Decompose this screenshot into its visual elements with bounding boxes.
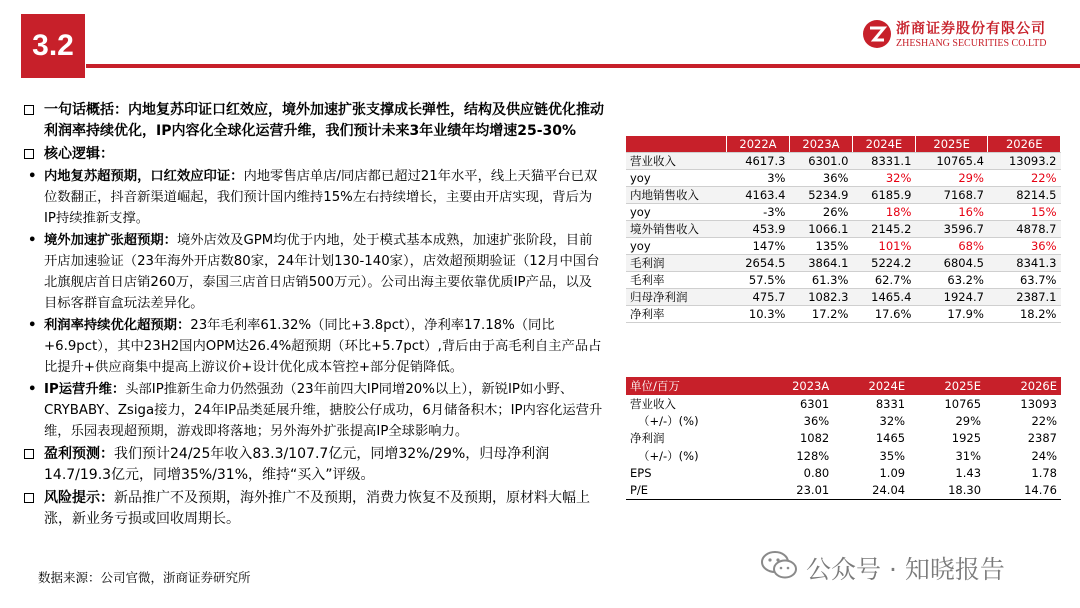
- table-cell: 17.9%: [915, 306, 988, 323]
- point-text: 23年毛利率61.32%（同比+3.8pct），净利率17.18%（同比+6.9pct），其中23H2国内OPM达26.4%超预期（环比+5.7pct）,背后由于高毛利自主产品占比提升+供应商集中提高上游议价+设计优化成本管控+部分促销降低。: [44, 318, 602, 375]
- table-cell: 1925: [951, 431, 982, 446]
- table-cell: 8331: [875, 396, 906, 411]
- row-label: （+/-）(%): [638, 448, 699, 463]
- table-cell: 2145.2: [852, 221, 915, 238]
- table-cell: 18.30: [909, 482, 985, 499]
- table-cell: 8341.3: [988, 255, 1061, 272]
- section-number-badge: 3.2: [21, 14, 85, 78]
- logic-point: [22, 166, 604, 229]
- analysis-text: [22, 100, 604, 530]
- table-header-cell: 2022A: [727, 136, 790, 153]
- table-cell: 13093: [1020, 396, 1057, 411]
- table-cell: 15%: [988, 204, 1061, 221]
- table-cell: 35%: [879, 448, 906, 463]
- table-cell: 8214.5: [988, 187, 1061, 204]
- table-cell: 147%: [727, 238, 790, 255]
- table-cell: 453.9: [727, 221, 790, 238]
- table-header-cell: [626, 136, 727, 153]
- forecast-bullet: [22, 444, 604, 486]
- table-cell: 32%: [879, 414, 906, 429]
- table-cell: 22%: [988, 170, 1061, 187]
- logic-point: [22, 315, 604, 378]
- table-header-cell: 2026E: [985, 377, 1061, 395]
- wechat-icon: [760, 550, 798, 580]
- table-cell: 16%: [915, 204, 988, 221]
- table-cell: 29%: [955, 414, 982, 429]
- row-label: 营业收入: [626, 153, 727, 170]
- row-label: 毛利率: [626, 272, 727, 289]
- forecast-label: 盈利预测：: [44, 446, 114, 462]
- table-cell: 62.7%: [852, 272, 915, 289]
- table-cell: 135%: [789, 238, 852, 255]
- point-text: 头部IP推新生命力仍然强劲（23年前四大IP同增20%以上），新锐IP如小野、CRYBABY、Zsiga接力，24年IP品类延展升维，搪胶公仔成功，6月储备积木；IP内容化运营升维，乐园表现超预期，游戏即将落地；另外海外扩张提高IP全球影响力。: [44, 382, 603, 439]
- table-row: [626, 170, 1061, 187]
- table-cell: 57.5%: [727, 272, 790, 289]
- table-row: [626, 238, 1061, 255]
- table-header-row: [626, 377, 1061, 395]
- table-header-cell: 单位/百万: [626, 377, 756, 395]
- table-cell: 3%: [727, 170, 790, 187]
- point-head: 利润率持续优化超预期：: [44, 318, 191, 333]
- company-name-cn: 浙商证券股份有限公司: [896, 21, 1046, 37]
- table-cell: 2654.5: [727, 255, 790, 272]
- table-row: [626, 204, 1061, 221]
- logic-point: [22, 230, 604, 314]
- table-cell: 18%: [852, 204, 915, 221]
- logic-label: 核心逻辑：: [44, 146, 114, 162]
- summary-bullet: [22, 100, 604, 142]
- point-text: 内地零售店单店/同店都已超过21年水平，线上天猫平台已双位数翻正，抖音新渠道崛起，我们预计国内维持15%左右持续增长，主要由开店实现，背后为IP持续推新支撑。: [44, 169, 598, 226]
- dot-bullet-icon: •: [28, 169, 37, 184]
- wechat-watermark: [760, 546, 1060, 586]
- row-label: 内地销售收入: [626, 187, 727, 204]
- square-bullet-icon: [24, 449, 34, 459]
- table-header-cell: 2023A: [789, 136, 852, 153]
- table-cell: 475.7: [727, 289, 790, 306]
- table-cell: 101%: [852, 238, 915, 255]
- risk-text: 新品推广不及预期，海外推广不及预期，消费力恢复不及预期，原材料大幅上涨，新业务亏损或回收周期长。: [44, 490, 590, 527]
- table-header-cell: 2025E: [909, 377, 985, 395]
- table-cell: 5234.9: [789, 187, 852, 204]
- row-label: 毛利润: [626, 255, 727, 272]
- row-label: yoy: [626, 170, 727, 187]
- revenue-forecast-table: [626, 136, 1061, 323]
- logic-point: [22, 379, 604, 442]
- table-cell: 128%: [796, 448, 830, 463]
- risk-bullet: [22, 488, 604, 530]
- table-cell: 36%: [789, 170, 852, 187]
- table-cell: 18.2%: [988, 306, 1061, 323]
- risk-label: 风险提示：: [44, 490, 114, 506]
- table-cell: 1.43: [955, 466, 982, 481]
- table-row: [626, 412, 1061, 429]
- table-cell: 61.3%: [789, 272, 852, 289]
- forecast-text: 我们预计24/25年收入83.3/107.7亿元，同增32%/29%，归母净利润14.7/19.3亿元，同增35%/31%，维持“买入”评级。: [44, 446, 550, 483]
- table-cell: 36%: [803, 414, 830, 429]
- table-cell: 2387: [1027, 431, 1057, 446]
- row-label: yoy: [626, 238, 727, 255]
- table-cell: 63.7%: [988, 272, 1061, 289]
- company-logo: [862, 16, 1058, 56]
- table-header-cell: 2024E: [833, 377, 909, 395]
- table-row: [626, 221, 1061, 238]
- table-header-cell: 2023A: [756, 377, 833, 395]
- dot-bullet-icon: •: [28, 382, 37, 397]
- table-row: [626, 465, 1061, 482]
- row-label: 归母净利润: [626, 289, 727, 306]
- table-header-cell: 2025E: [915, 136, 988, 153]
- table-cell: 24.04: [833, 482, 909, 499]
- table-cell: 10765: [944, 396, 982, 411]
- table-row: [626, 306, 1061, 323]
- table-cell: 6185.9: [852, 187, 915, 204]
- watermark-text: 公众号 · 知晓报告: [806, 555, 1005, 584]
- row-label: P/E: [626, 482, 756, 499]
- square-bullet-icon: [24, 105, 34, 115]
- summary-label: 一句话概括：: [44, 102, 128, 118]
- table-cell: 5224.2: [852, 255, 915, 272]
- point-head: IP运营升维：: [44, 382, 126, 397]
- company-name-en: ZHESHANG SECURITIES CO.LTD: [896, 38, 1047, 49]
- table-cell: 10765.4: [915, 153, 988, 170]
- table-cell: 24%: [1031, 448, 1057, 463]
- square-bullet-icon: [24, 493, 34, 503]
- table-cell: 17.6%: [852, 306, 915, 323]
- point-head: 内地复苏超预期，口红效应印证：: [44, 169, 244, 184]
- table-row: [626, 482, 1061, 499]
- table-row: [626, 255, 1061, 272]
- point-head: 境外加速扩张超预期：: [44, 233, 177, 248]
- table-cell: 4617.3: [727, 153, 790, 170]
- square-bullet-icon: [24, 149, 34, 159]
- row-label: 净利率: [626, 306, 727, 323]
- table-header-cell: 2024E: [852, 136, 915, 153]
- table-cell: 17.2%: [789, 306, 852, 323]
- table-cell: 3596.7: [915, 221, 988, 238]
- table-row: [626, 187, 1061, 204]
- row-label: （+/-）(%): [638, 414, 699, 429]
- table-cell: 1.78: [1031, 466, 1057, 481]
- table-cell: 26%: [789, 204, 852, 221]
- table-cell: 1924.7: [915, 289, 988, 306]
- table-cell: 10.3%: [727, 306, 790, 323]
- row-label: 营业收入: [630, 396, 676, 411]
- table-cell: 1066.1: [789, 221, 852, 238]
- valuation-table: [626, 377, 1061, 500]
- table-cell: 1082.3: [789, 289, 852, 306]
- table-row: [626, 430, 1061, 447]
- row-label: 境外销售收入: [626, 221, 727, 238]
- row-label: yoy: [626, 204, 727, 221]
- table-cell: 29%: [915, 170, 988, 187]
- table-cell: 13093.2: [988, 153, 1061, 170]
- table-cell: 6301: [799, 396, 830, 411]
- table-cell: 1465.4: [852, 289, 915, 306]
- table-cell: 6301.0: [789, 153, 852, 170]
- table-cell: 23.01: [756, 482, 833, 499]
- table-cell: 3864.1: [789, 255, 852, 272]
- table-cell: 36%: [988, 238, 1061, 255]
- table-cell: 68%: [915, 238, 988, 255]
- dot-bullet-icon: •: [28, 233, 37, 248]
- table-header-cell: 2026E: [988, 136, 1061, 153]
- table-cell: 8331.1: [852, 153, 915, 170]
- table-row: [626, 153, 1061, 170]
- table-cell: 4163.4: [727, 187, 790, 204]
- row-label: 净利润: [630, 431, 665, 446]
- table-cell: 63.2%: [915, 272, 988, 289]
- table-cell: 32%: [852, 170, 915, 187]
- table-cell: 1.09: [879, 466, 906, 481]
- table-cell: -3%: [727, 204, 790, 221]
- table-cell: 4878.7: [988, 221, 1061, 238]
- table-cell: 2387.1: [988, 289, 1061, 306]
- data-source-note: 数据来源：公司官微，浙商证券研究所: [38, 570, 251, 585]
- table-cell: 14.76: [985, 482, 1061, 499]
- row-label: EPS: [630, 466, 652, 481]
- summary-text: 内地复苏印证口红效应，境外加速扩张支撑成长弹性，结构及供应链优化推动利润率持续优化，IP内容化全球化运营升维，我们预计未来3年业绩年均增速25-30%: [44, 102, 604, 139]
- table-row: [626, 289, 1061, 306]
- zheshang-logo-icon: [862, 19, 892, 49]
- header-divider: [86, 64, 1080, 68]
- table-cell: 6804.5: [915, 255, 988, 272]
- table-cell: 1082: [799, 431, 830, 446]
- table-cell: 0.80: [803, 466, 830, 481]
- point-text: 境外店效及GPM均优于内地，处于模式基本成熟，加速扩张阶段，目前开店加速验证（23年海外开店数80家，24年计划130-140家），店效超预期验证（12月中国台北旗舰店首日店销260万，泰国三店首日店销500万元）。公司出海主要依靠优质IP产品，以及目标客群盲盒玩法差异化。: [44, 233, 600, 311]
- table-cell: 22%: [1031, 414, 1057, 429]
- logic-bullet: [22, 144, 604, 165]
- dot-bullet-icon: •: [28, 318, 37, 333]
- table-cell: 1465: [875, 431, 906, 446]
- table-cell: 7168.7: [915, 187, 988, 204]
- table-cell: 31%: [955, 448, 982, 463]
- table-row: [626, 272, 1061, 289]
- table-header-row: [626, 136, 1061, 153]
- table-row: [626, 447, 1061, 464]
- table-row: [626, 395, 1061, 412]
